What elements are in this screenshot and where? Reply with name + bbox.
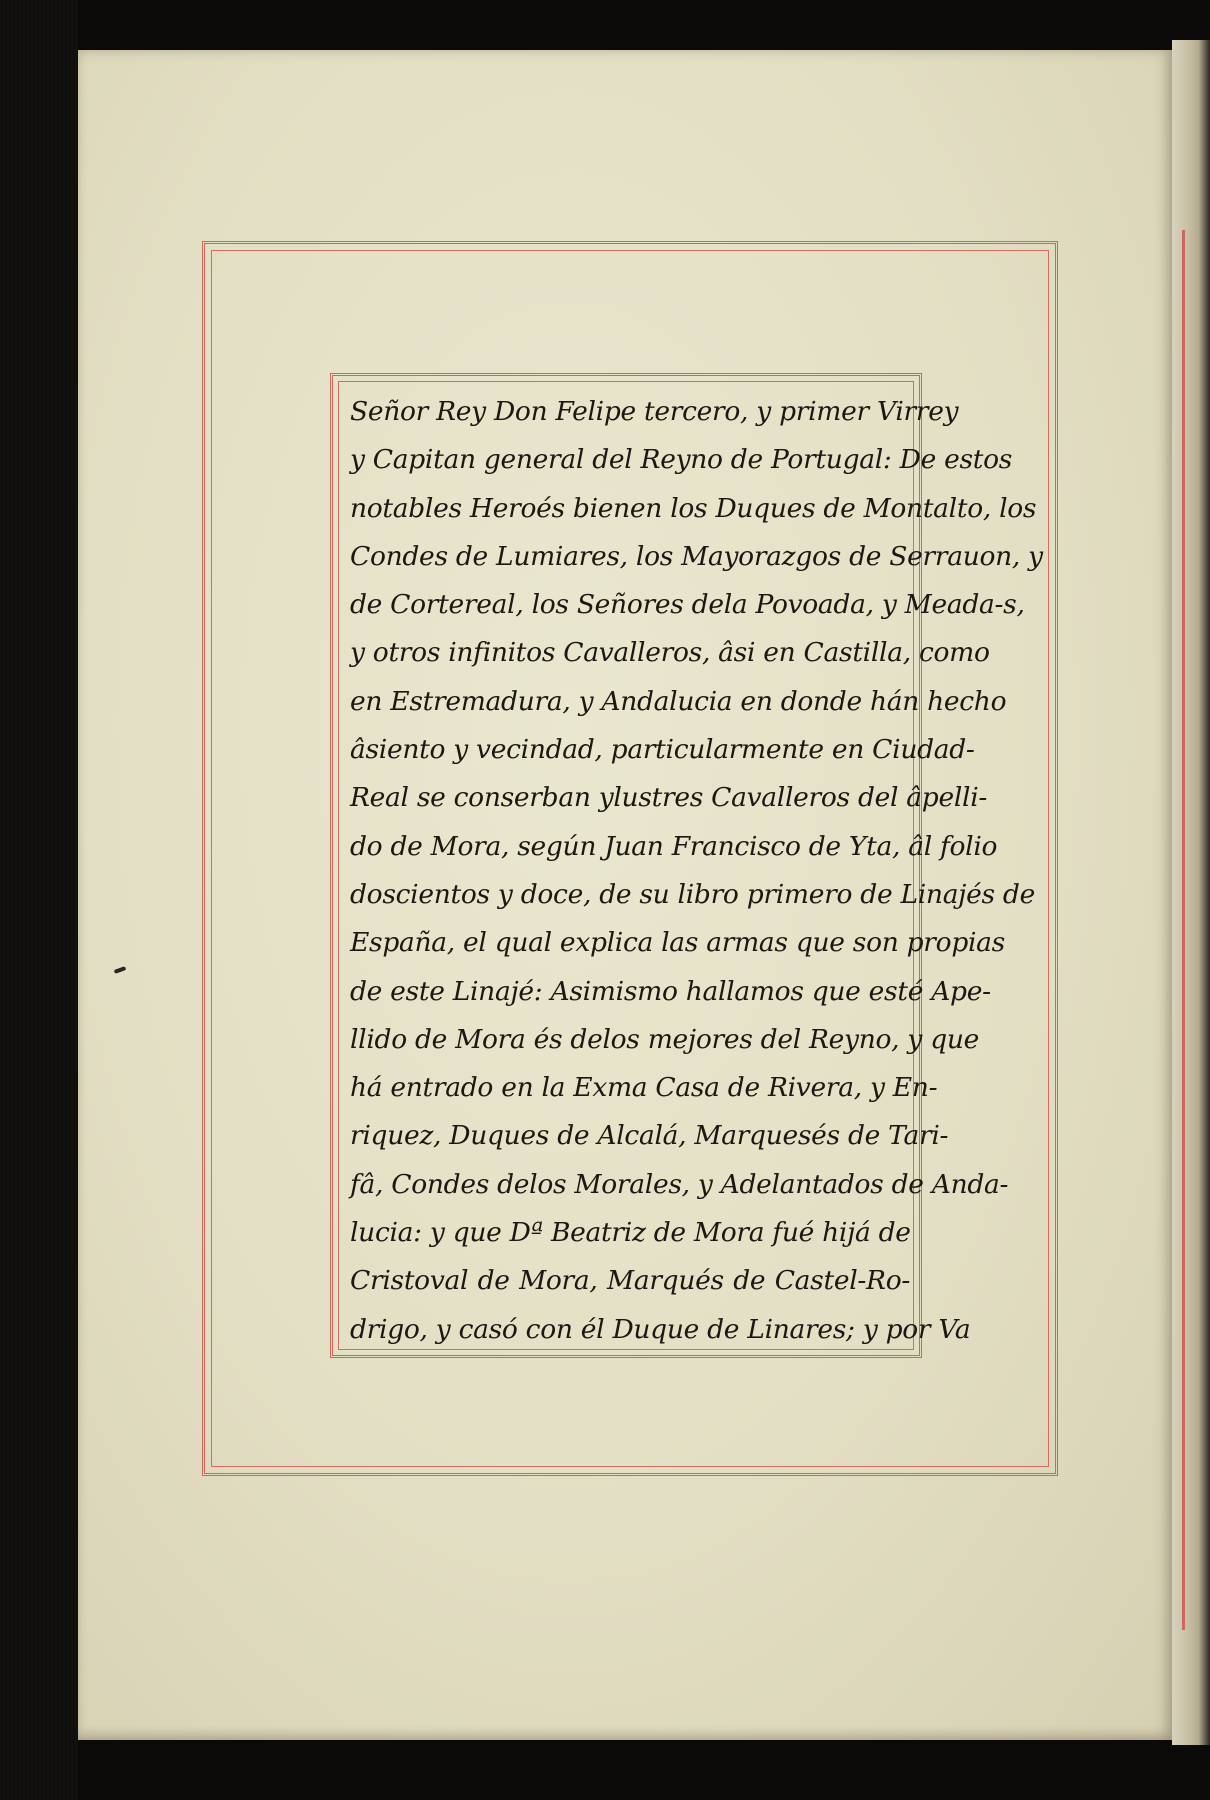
text-line: âsiento y vecindad, particularmente en Ciudad- xyxy=(350,734,975,766)
facing-page-red-rule xyxy=(1182,230,1185,1630)
text-line: España, el qual explica las armas que son propias xyxy=(350,927,1005,959)
text-line: fâ, Condes delos Morales, y Adelantados de Anda- xyxy=(350,1168,1009,1200)
text-line: en Estremadura, y Andalucia en donde hán hecho xyxy=(350,685,1007,717)
facing-page-edge xyxy=(1172,40,1210,1745)
text-line: Cristoval de Mora, Marqués de Castel-Ro- xyxy=(350,1265,910,1297)
text-line: drigo, y casó con él Duque de Linares; y por Va xyxy=(350,1313,971,1345)
text-line: doscientos y doce, de su libro primero de Linajés de xyxy=(350,878,1035,910)
text-line: y Capitan general del Reyno de Portugal: De estos xyxy=(350,444,1013,476)
text-line: Condes de Lumiares, los Mayorazgos de Serrauon, y xyxy=(350,540,1043,572)
text-line: há entrado en la Exma Casa de Rivera, y En- xyxy=(350,1072,938,1104)
black-cloth-edge xyxy=(0,0,78,1800)
text-line: lucia: y que Dª Beatriz de Mora fué hijá de xyxy=(350,1217,911,1249)
text-line: de este Linajé: Asimismo hallamos que esté Ape- xyxy=(350,975,991,1007)
text-line: notables Heroés bienen los Duques de Montalto, los xyxy=(350,492,1037,524)
text-line: y otros infinitos Cavalleros, âsi en Castilla, como xyxy=(350,637,990,669)
manuscript-text-block xyxy=(350,388,1043,1354)
text-line: Real se conserban ylustres Cavalleros del âpelli- xyxy=(350,782,988,814)
text-line: de Cortereal, los Señores dela Povoada, y Meada-s, xyxy=(350,589,1025,621)
text-line: riquez, Duques de Alcalá, Marquesés de Tari- xyxy=(350,1120,949,1152)
text-line: llido de Mora és delos mejores del Reyno, y que xyxy=(350,1023,980,1055)
text-line: do de Mora, según Juan Francisco de Yta, âl folio xyxy=(350,830,998,862)
text-line: Señor Rey Don Felipe tercero, y primer Virrey xyxy=(350,396,959,427)
